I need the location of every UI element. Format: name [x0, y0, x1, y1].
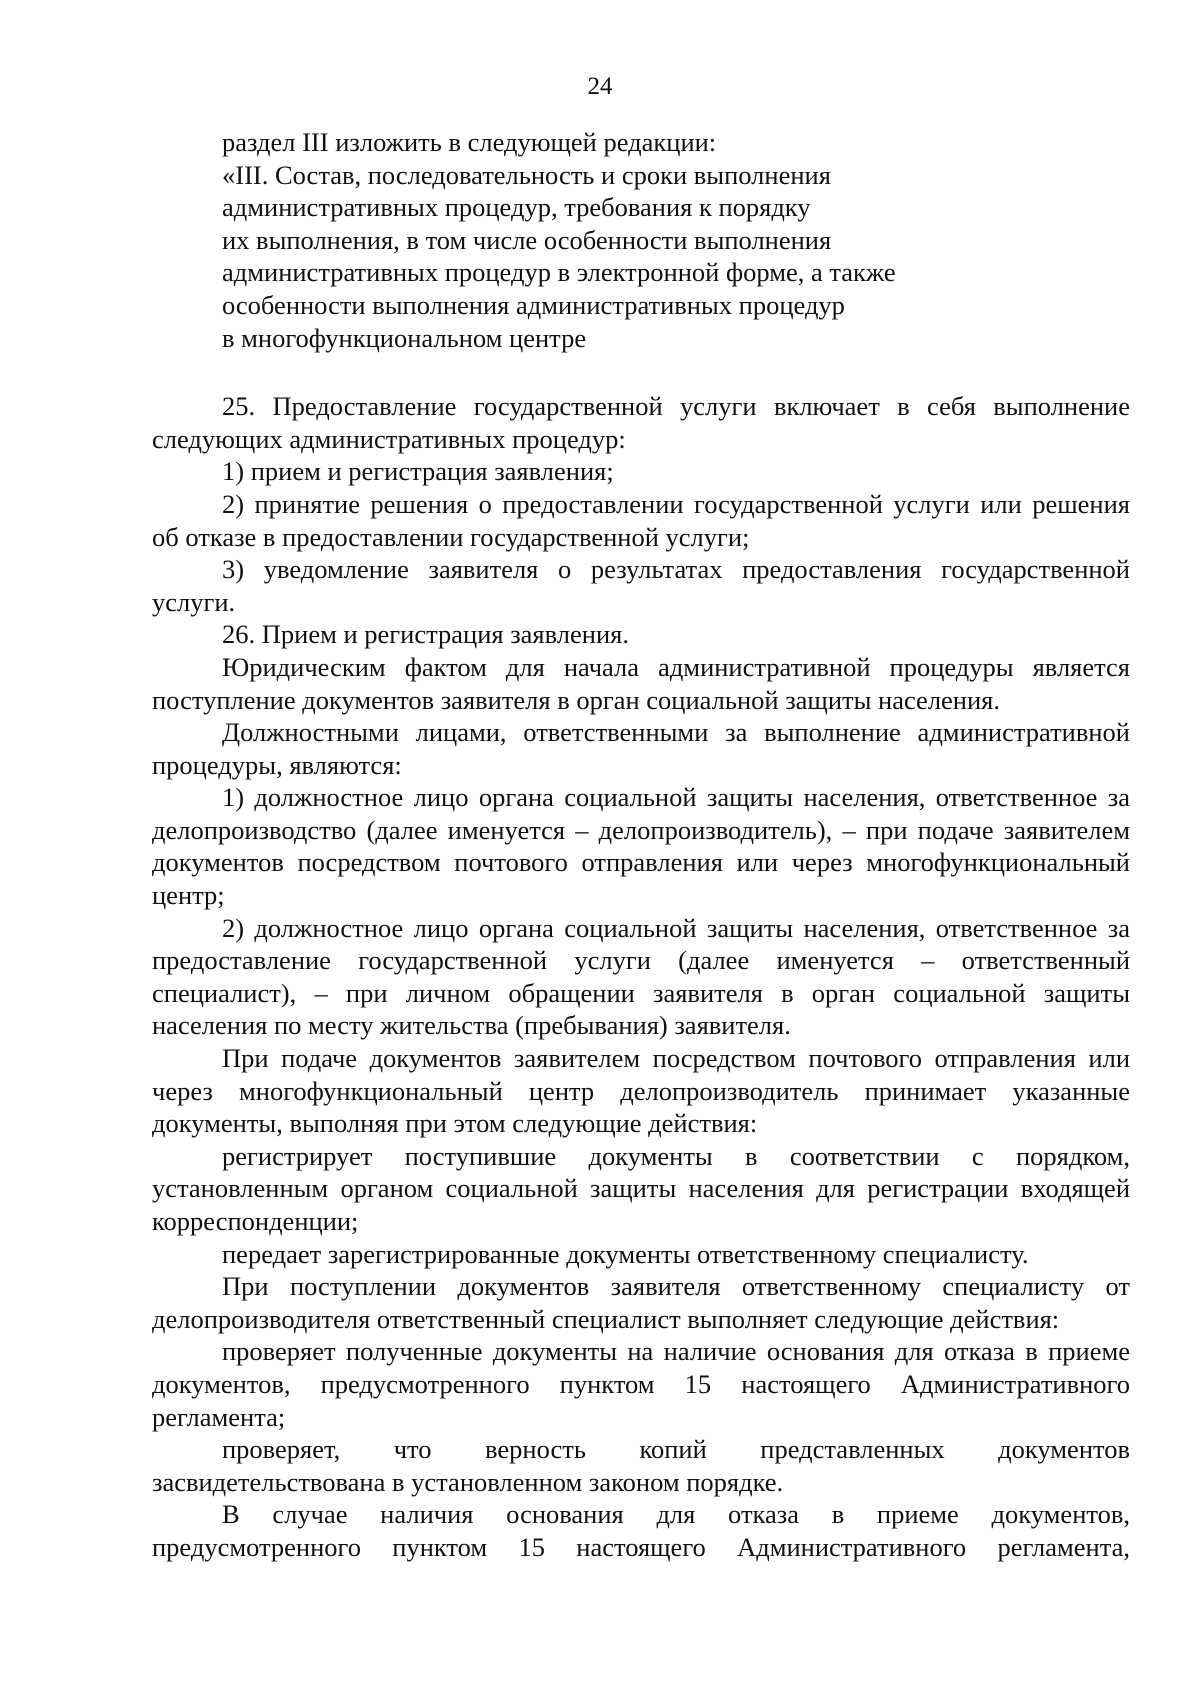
intro-paragraph: раздел III изложить в следующей редакции:	[222, 127, 717, 157]
heading-line: в многофункциональном центре	[222, 322, 587, 353]
document-body	[152, 126, 1130, 1564]
list-item-3: 3) уведомление заявителя о результатах предоставления государственной услуги.	[152, 554, 1130, 617]
paragraph: регистрирует поступившие документы в соответствии с порядком, установленным органом социальной защиты населения для регистрации входящей корреспонденции;	[152, 1140, 1130, 1236]
heading-line: административных процедур, требования к порядку	[222, 192, 811, 223]
paragraph: При подаче документов заявителем посредством почтового отправления или через многофункциональный центр делопроизводитель принимает указанные документы, выполняя при этом следующие действия:	[152, 1043, 1130, 1139]
list-item-2: 2) должностное лицо органа социальной защиты населения, ответственное за предоставление государственной услуги (далее именуется – ответственный специалист), – при личном обращении заявителя в орган социальной защиты населения по месту жительства (пребывания) заявителя.	[152, 912, 1130, 1041]
heading-line: особенности выполнения административных процедур	[222, 289, 845, 320]
heading-line: административных процедур в электронной форме, а также	[222, 257, 896, 288]
paragraph: передает зарегистрированные документы ответственному специалисту.	[222, 1238, 1029, 1269]
page-number: 24	[587, 73, 613, 100]
heading-line: их выполнения, в том числе особенности выполнения	[222, 224, 832, 255]
paragraph-25: 25. Предоставление государственной услуги включает в себя выполнение следующих административных процедур:	[152, 391, 1130, 454]
list-item-2: 2) принятие решения о предоставлении государственной услуги или решения об отказе в предоставлении государственной услуги;	[152, 488, 1130, 552]
paragraph-26: 26. Прием и регистрация заявления.	[222, 619, 629, 650]
section-heading	[152, 159, 1130, 355]
list-item-1: 1) прием и регистрация заявления;	[222, 456, 614, 487]
paragraph: В случае наличия основания для отказа в приеме документов, предусмотренного пунктом 15 настоящего Административного регламента,	[152, 1499, 1130, 1562]
paragraph: При поступлении документов заявителя ответственному специалисту от делопроизводителя ответственный специалист выполняет следующие действия:	[152, 1271, 1130, 1334]
paragraph: проверяет, что верность копий представленных документов засвидетельствована в установленном законом порядке.	[152, 1434, 1130, 1497]
heading-line: «III. Состав, последовательность и сроки выполнения	[222, 159, 831, 190]
paragraph: Юридическим фактом для начала административной процедуры является поступление документов заявителя в орган социальной защиты населения.	[152, 651, 1130, 715]
paragraph: Должностными лицами, ответственными за выполнение административной процедуры, являются:	[152, 717, 1130, 780]
paragraph: проверяет полученные документы на наличие основания для отказа в приеме документов, предусмотренного пунктом 15 настоящего Административного регламента;	[152, 1336, 1130, 1432]
list-item-1: 1) должностное лицо органа социальной защиты населения, ответственное за делопроизводство (далее именуется – делопроизводитель), – при подаче заявителем документов посредством почтового отправления или через многофункциональный центр;	[152, 782, 1130, 911]
